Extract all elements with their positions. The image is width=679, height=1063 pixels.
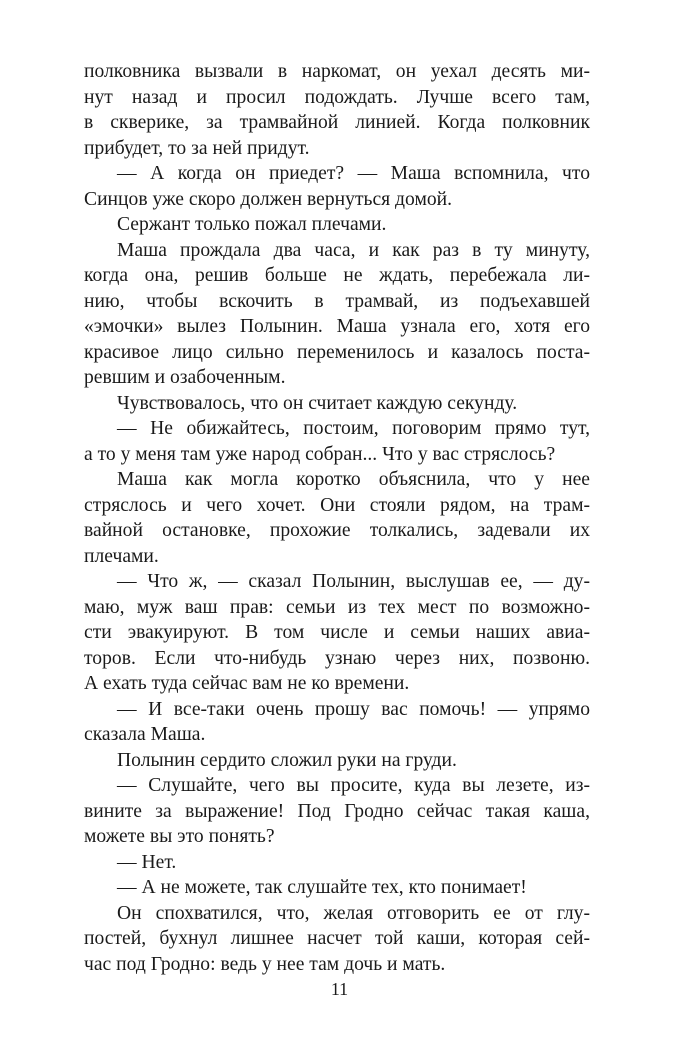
paragraph (84, 748, 590, 774)
text-line: А ехать туда сейчас вам не ко времени. (84, 673, 410, 694)
text-line: сти эвакуируют. В том числе и семьи наших авиа- (84, 622, 590, 643)
text-line: красивое лицо сильно переменилось и казалось поста- (84, 341, 590, 363)
paragraph (84, 850, 590, 876)
text-line: торов. Если что-нибудь узнаю через них, позвоню. (84, 647, 590, 669)
body-text (84, 59, 590, 977)
paragraph (84, 238, 590, 391)
text-line: Он спохватился, что, желая отговорить ее от глу- (117, 902, 590, 924)
paragraph (84, 901, 590, 978)
text-line: — А когда он приедет? — Маша вспомнила, что (117, 163, 590, 184)
text-line: Полынин сердито сложил руки на груди. (117, 749, 457, 771)
text-line: маю, муж ваш прав: семьи из тех мест по возможно- (84, 596, 590, 618)
text-line: Маша прождала два часа, и как раз в ту минуту, (117, 239, 590, 261)
text-line: «эмочки» вылез Полынин. Маша узнала его, хотя его (84, 316, 590, 337)
paragraph (84, 467, 590, 569)
text-line: в скверике, за трамвайной линией. Когда полковник (84, 112, 590, 133)
text-line: плечами. (84, 545, 159, 567)
text-line: Сержант только пожал плечами. (117, 214, 387, 235)
text-line: можете вы это понять? (84, 826, 275, 847)
paragraph (84, 697, 590, 748)
text-line: Маша как могла коротко объяснила, что у нее (117, 469, 590, 490)
text-line: — А не можете, так слушайте тех, кто понимает! (117, 877, 527, 898)
text-line: Чувствовалось, что он считает каждую секунду. (117, 392, 518, 414)
page-number: 11 (330, 979, 349, 999)
paragraph (84, 875, 590, 901)
text-line: — Нет. (117, 851, 177, 873)
text-line: ревшим и озабоченным. (84, 367, 286, 388)
text-line: полковника вызвали в наркомат, он уехал десять ми- (84, 61, 590, 82)
text-line: — И все-таки очень прошу вас помочь! — упрямо (117, 698, 590, 720)
text-line: — Слушайте, чего вы просите, куда вы лезете, из- (117, 775, 590, 796)
text-line: когда она, решив больше не ждать, перебежала ли- (84, 265, 590, 286)
paragraph (84, 416, 590, 467)
text-line: стряслось и чего хочет. Они стояли рядом, на трам- (84, 494, 590, 516)
text-line: постей, бухнул лишнее насчет той каши, которая сей- (84, 928, 590, 949)
text-line: вайной остановке, прохожие толкались, задевали их (84, 520, 590, 541)
text-line: сказала Маша. (84, 724, 206, 745)
paragraph (84, 569, 590, 697)
text-line: а то у меня там уже народ собран... Что у вас стряслось? (84, 443, 556, 465)
text-line: Синцов уже скоро должен вернуться домой. (84, 188, 453, 210)
paragraph (84, 59, 590, 161)
text-line: час под Гродно: ведь у нее там дочь и мать. (84, 953, 446, 975)
paragraph (84, 391, 590, 417)
text-line: нию, чтобы вскочить в трамвай, из подъехавшей (84, 290, 590, 312)
paragraph (84, 773, 590, 850)
text-line: — Не обижайтесь, постоим, поговорим прямо тут, (117, 418, 590, 439)
paragraph (84, 161, 590, 212)
text-line: вините за выражение! Под Гродно сейчас такая каша, (84, 800, 590, 822)
paragraph (84, 212, 590, 238)
text-line: прибудет, то за ней придут. (84, 137, 310, 159)
text-line: — Что ж, — сказал Полынин, выслушав ее, — ду- (117, 571, 590, 592)
text-line: нут назад и просил подождать. Лучше всего там, (84, 86, 590, 108)
